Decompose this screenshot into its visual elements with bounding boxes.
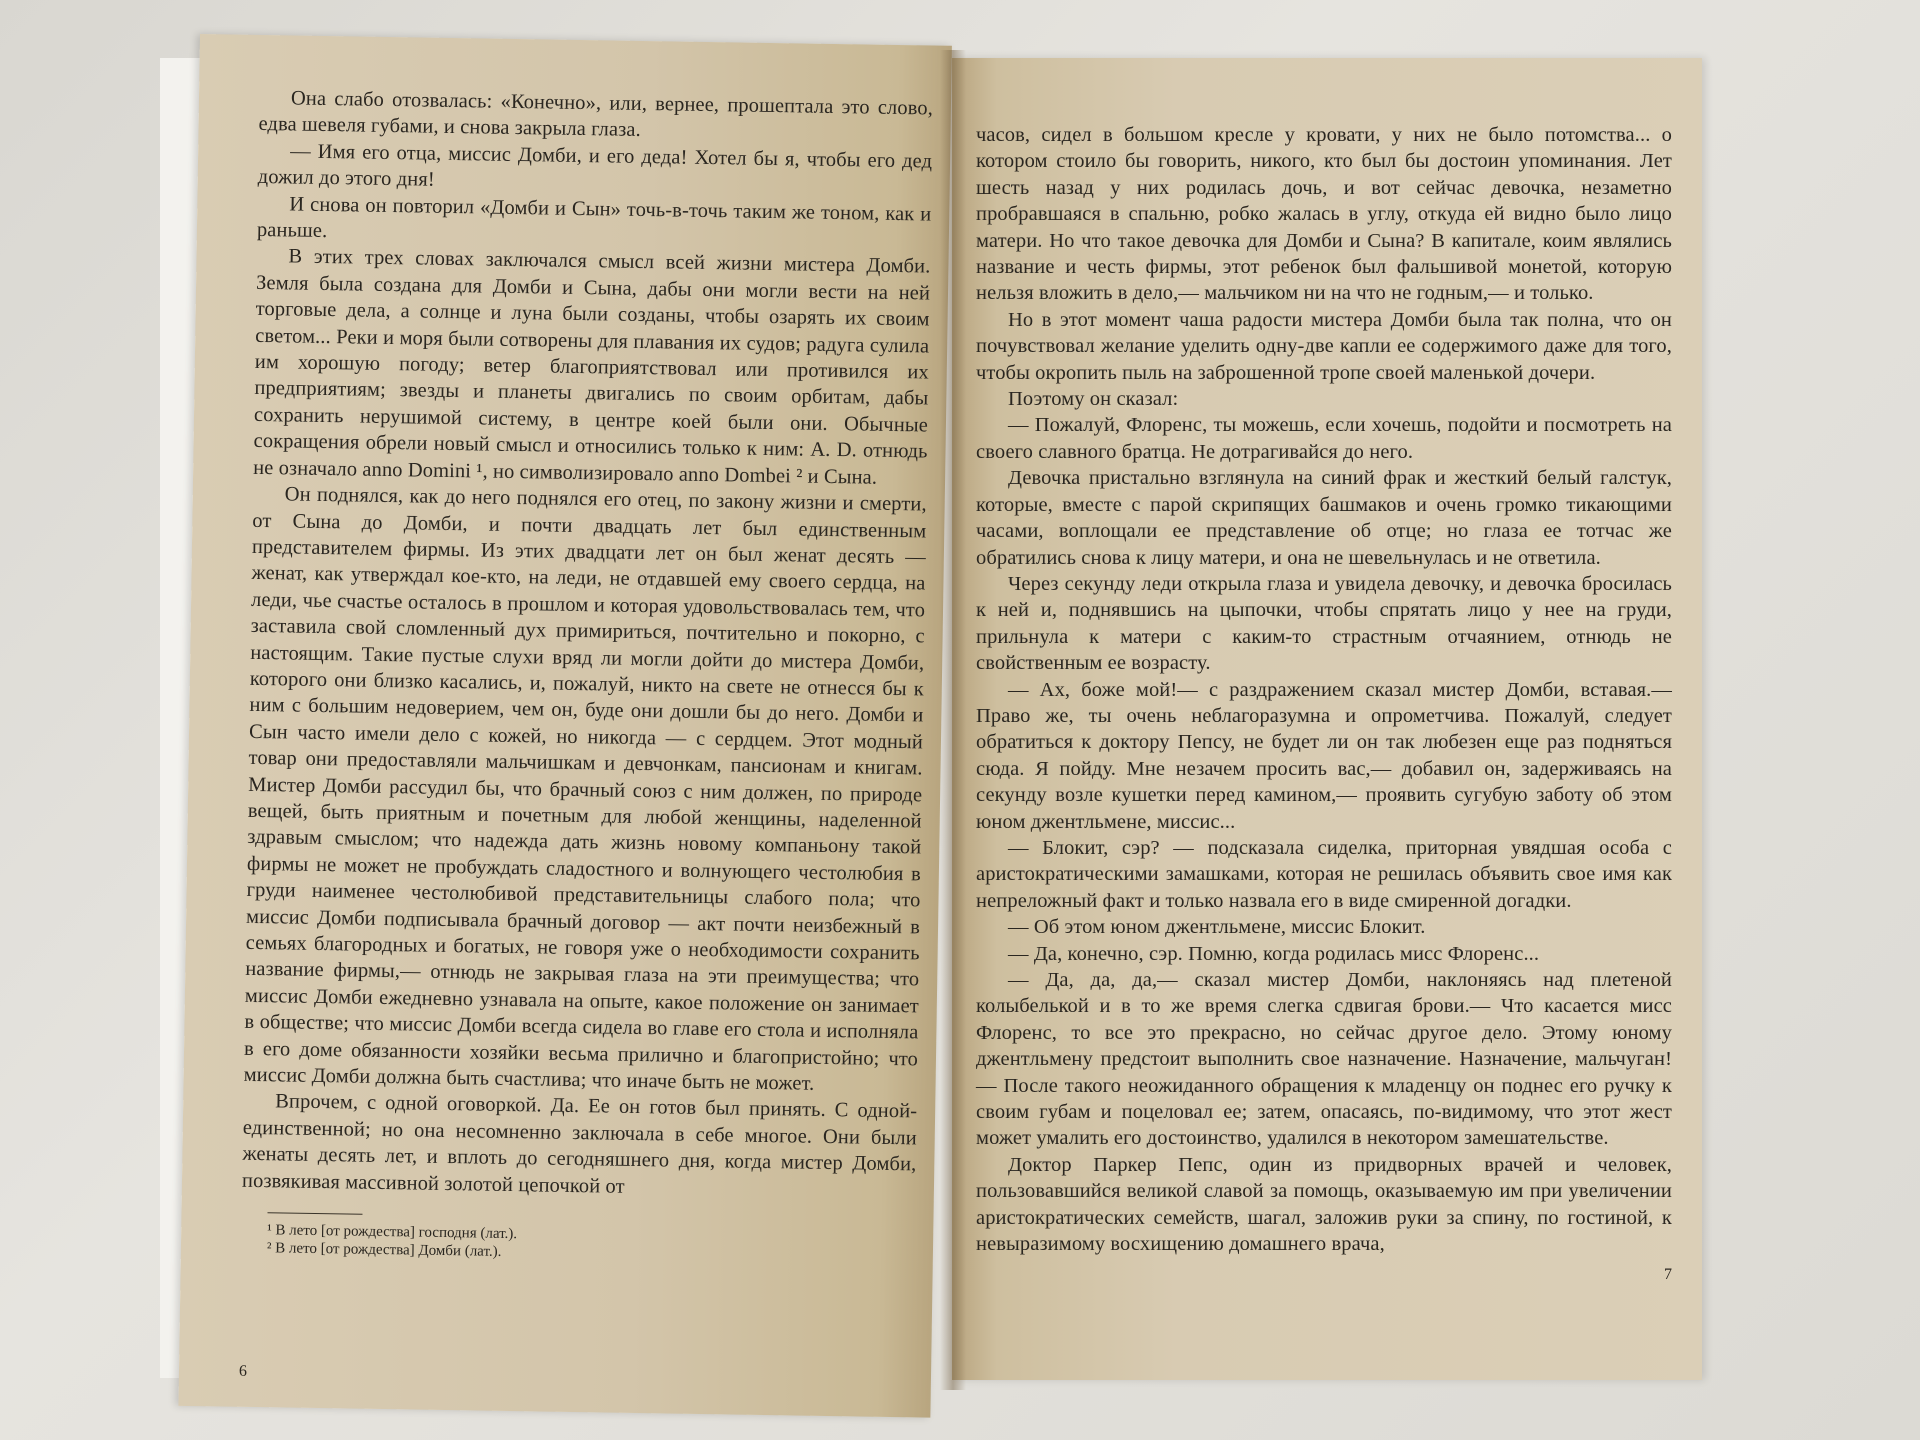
left-page-text xyxy=(242,85,933,1205)
page-number-right: 7 xyxy=(1664,1266,1672,1283)
paragraph: Он поднялся, как до него поднялся его отец, по закону жизни и смерти, от Сына до Домби, и почти двадцать лет был единственным представителем фирмы. Из этих двадцати лет он был женат десять — женат, как утверждал кое-кто, на леди, не отдавшей ему своего сердца, на леди, чье счастье осталось в прошлом и которая удовольствовалась тем, что заставила свой сломленный дух примириться, почтительно и покорно, с настоящим. Такие пустые слухи вряд ли могли дойти до мистера Домби, которого они близко касались, и, пожалуй, никто на свете не отнесся бы к ним с большим недоверием, чем он, буде они дошли бы до него. Домби и Сын часто имели дело с кожей, но никогда — с сердцем. Этот модный товар они предоставляли мальчишкам и девчонкам, пансионам и книгам. Мистер Домби рассудил бы, что брачный союз с ним должен, по природе вещей, быть приятным и почетным для любой женщины, наделенной здравым смыслом; что надежда дать жизнь новому компаньону такой фирмы не может не пробуждать сладостного и волнующего честолюбия в груди наименее честолюбивой представительницы слабого пола; что миссис Домби подписывала брачный договор — акт почти неизбежный в семьях благородных и богатых, не говоря уже о необходимости сохранить название фирмы,— отнюдь не закрывая глаза на эти преимущества; что миссис Домби ежедневно узнавала на опыте, какое положение он занимает в обществе; что миссис Домби всегда сидела во главе его стола и исполняла в его доме обязанности хозяйки весьма прилично и благопристойно; что миссис Домби должна быть счастлива; что иначе быть не может. xyxy=(243,483,927,1095)
footnote-rule xyxy=(267,1212,362,1214)
paragraph: — Имя его отца, миссис Домби, и его деда! Хотел бы я, чтобы его дед дожил до этого дня! xyxy=(257,140,933,191)
paragraph: Девочка пристально взглянула на синий фрак и жесткий белый галстук, которые, вместе с парой скрипящих башмаков и очень громко тикающими часами, воплощали ее представление об отце; но глаза ее тотчас же обратились снова к лицу матери, и она не шевельнулась и не ответила. xyxy=(976,467,1672,569)
footnotes xyxy=(241,1212,916,1268)
paragraph: — Пожалуй, Флоренс, ты можешь, если хочешь, подойти и посмотреть на своего славного братца. Не дотрагивайся до него. xyxy=(976,414,1672,463)
paragraph: часов, сидел в большом кресле у кровати, у них не было потомства... о котором стоило бы говорить, никого, кто был бы достоин упоминания. Лет шесть назад у них родилась дочь, и вот сейчас девочка, незаметно пробравшаяся в спальню, робко жалась в углу, откуда ей видно было лицо матери. Но что такое девочка для Домби и Сына? В капитале, коим являлись название и честь фирмы, этот ребенок был фальшивой монетой, которую нельзя вложить в дело,— мальчиком ни на что не годным,— и только. xyxy=(976,124,1672,305)
paragraph: — Ах, боже мой!— с раздражением сказал мистер Домби, вставая.— Право же, ты очень неблагоразумна и опрометчива. Пожалуй, следует обратиться к доктору Пепсу, не будет ли он так любезен еще раз подняться сюда. Я пойду. Мне незачем просить вас,— добавил он, задерживаясь на секунду возле кушетки перед камином,— проявить сугубую заботу об этом юном джентльмене, миссис... xyxy=(976,678,1672,833)
paragraph: — Да, да, да,— сказал мистер Домби, наклоняясь над плетеной колыбелькой и в то же время слегка сдвигая брови.— Что касается мисс Флоренс, то все это прекрасно, но сейчас другое дело. Этому юному джентльмену предстоит выполнить свое назначение. Назначение, мальчуган! — После такого неожиданного обращения к младенцу он поднес его ручку к своим губам и поцеловал ее; затем, опасаясь, по-видимому, что этот жест может умалить его достоинство, удалился в некотором замешательстве. xyxy=(976,969,1672,1150)
paragraph: — Да, конечно, сэр. Помню, когда родилась мисс Флоренс... xyxy=(1008,942,1540,965)
paragraph: И снова он повторил «Домби и Сын» точь-в-точь таким же тоном, как и раньше. xyxy=(256,193,932,243)
page-number-left: 6 xyxy=(238,1362,248,1380)
footnote-2: ² В лето [от рождества] Домби (лат.). xyxy=(266,1240,502,1260)
left-page xyxy=(178,34,951,1418)
book-gutter xyxy=(940,50,966,1390)
paragraph: В этих трех словах заключался смысл всей жизни мистера Домби. Земля была создана для Домби и Сына, дабы они могли вести на ней торговые дела, а солнце и луна были созданы, чтобы озарять их своим светом... Реки и моря были сотворены для плавания их судов; радуга сулила им хорошую погоду; ветер благоприятствовал или противился их предприятиям; звезды и планеты двигались по своим орбитам, дабы сохранить нерушимой систему, в центре коей были они. Обычные сокращения обрели новый смысл и относились только к ним: A. D. отнюдь не означало anno Domini ¹, но символизировало anno Dombei ² и Сына. xyxy=(253,245,931,489)
paragraph: Она слабо отозвалась: «Конечно», или, вернее, прошептала это слово, едва шевеля губами, и снова закрыла глаза. xyxy=(258,87,934,142)
paragraph: Доктор Паркер Пепс, один из придворных врачей и человек, пользовавшийся великой славой за помощь, оказываемую им при увеличении аристократических семейств, шагал, заложив руки за спину, по гостиной, к невыразимому восхищению домашнего врача, xyxy=(976,1153,1672,1256)
paragraph: Через секунду леди открыла глаза и увидела девочку, и девочка бросилась к ней и, поднявшись на цыпочки, чтобы спрятать лицо у нее на груди, прильнула к матери с каким-то страстным отчаянием, отнюдь не свойственным ее возрасту. xyxy=(976,572,1672,675)
footnote-1: ¹ В лето [от рождества] господня (лат.). xyxy=(267,1222,518,1243)
paragraph: Поэтому он сказал: xyxy=(1008,388,1179,411)
right-page-text xyxy=(976,122,1672,1257)
paragraph: — Блокит, сэр? — подсказала сиделка, приторная увядшая особа с аристократическими замашками, которая не решилась объявить свое имя как непреложный факт и только назвала его в виде смиренной догадки. xyxy=(976,836,1672,912)
paragraph: Но в этот момент чаша радости мистера Домби была так полна, что он почувствовал желание уделить одну-две капли ее содержимого даже для того, чтобы окропить пыль на заброшенной тропе своей маленькой дочери. xyxy=(976,308,1672,384)
paragraph: Впрочем, с одной оговоркой. Да. Ее он готов был принять. С одной-единственной; но она несомненно заключала в себе многое. Они были женаты десять лет, и вплоть до сегодняшнего дня, когда мистер Домби, позвякивая массивной золотой цепочкой от xyxy=(241,1090,918,1198)
right-page xyxy=(952,58,1702,1380)
paragraph: — Об этом юном джентльмене, миссис Блокит. xyxy=(1008,916,1426,939)
